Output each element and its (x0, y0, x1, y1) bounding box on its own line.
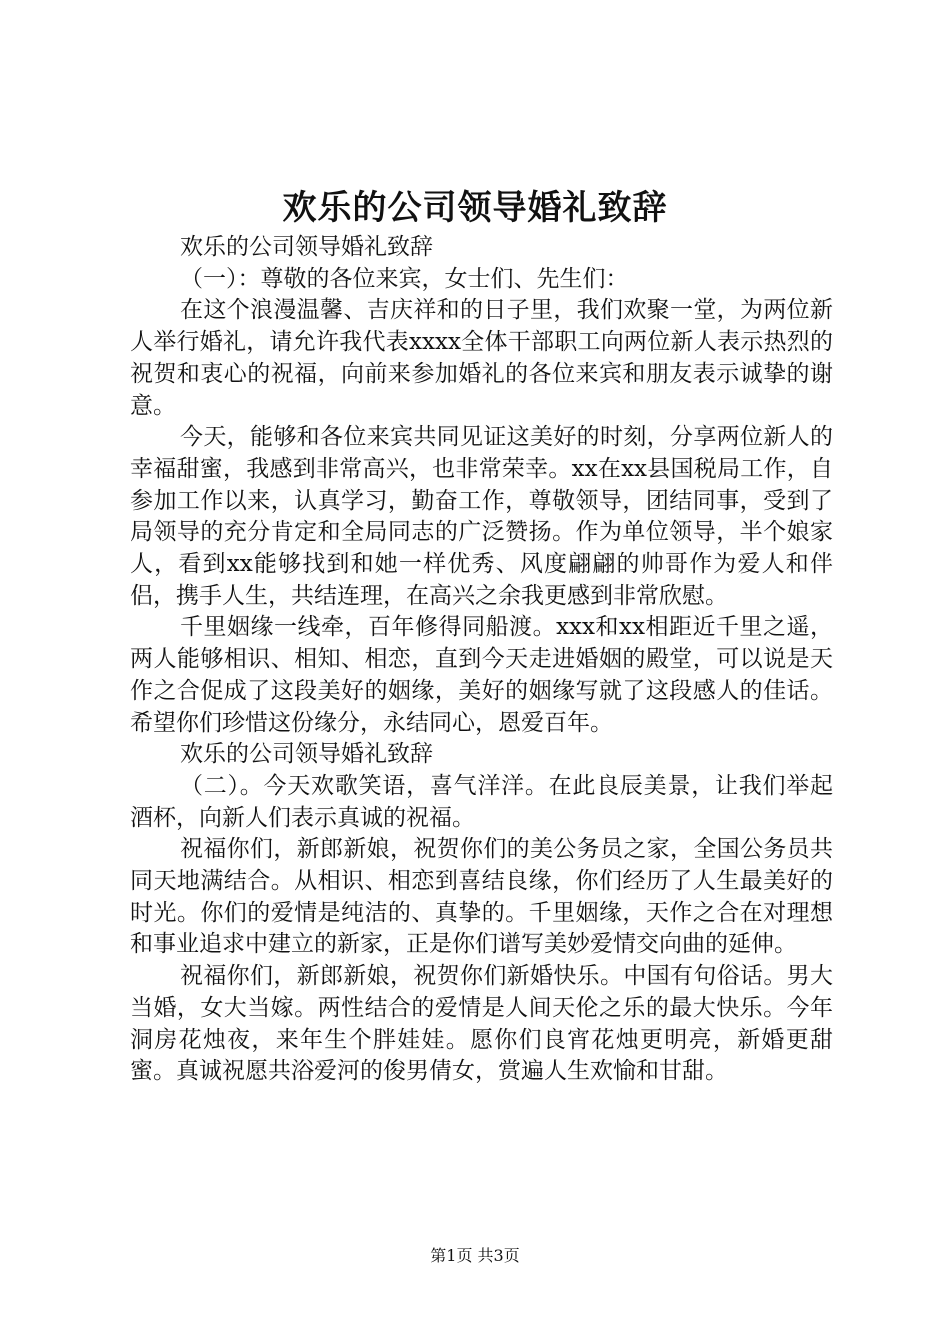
paragraph: 祝福你们，新郎新娘，祝贺你们的美公务员之家，全国公务员共同天地满结合。从相识、相恋到喜结良缘，你们经历了人生最美好的时光。你们的爱情是纯洁的、真挚的。千里姻缘，天作之合在对理想和事业追求中建立的新家，正是你们谱写美妙爱情交向曲的延伸。 (130, 836, 833, 958)
page-number-footer: 第1页 共3页 (430, 1246, 520, 1265)
paragraph: 在这个浪漫温馨、吉庆祥和的日子里，我们欢聚一堂，为两位新人举行婚礼，请允许我代表xxxx全体干部职工向两位新人表示热烈的祝贺和衷心的祝福，向前来参加婚礼的各位来宾和朋友表示诚挚的谢意。 (130, 297, 833, 419)
paragraph: 欢乐的公司领导婚礼致辞 (180, 741, 433, 768)
paragraph: （一）：尊敬的各位来宾，女士们、先生们： (180, 265, 629, 292)
document-title: 欢乐的公司领导婚礼致辞 (282, 188, 668, 228)
paragraph: 欢乐的公司领导婚礼致辞 (180, 234, 433, 260)
paragraph: 祝福你们，新郎新娘，祝贺你们新婚快乐。中国有句俗话。男大当婚，女大当嫁。两性结合的爱情是人间天伦之乐的最大快乐。今年洞房花烛夜，来年生个胖娃娃。愿你们良宵花烛更明亮，新婚更甜蜜。真诚祝愿共浴爱河的俊男倩女，赏遍人生欢愉和甘甜。 (130, 963, 833, 1085)
paragraph: 千里姻缘一线牵，百年修得同船渡。xxx和xx相距近千里之遥，两人能够相识、相知、相恋，直到今天走进婚姻的殿堂，可以说是天作之合促成了这段美好的姻缘，美好的姻缘写就了这段感人的佳话。希望你们珍惜这份缘分，永结同心，恩爱百年。 (130, 614, 833, 736)
paragraph: 今天，能够和各位来宾共同见证这美好的时刻，分享两位新人的幸福甜蜜，我感到非常高兴，也非常荣幸。xx在xx县国税局工作，自参加工作以来，认真学习，勤奋工作，尊敬领导，团结同事，受到了局领导的充分肯定和全局同志的广泛赞扬。作为单位领导，半个娘家人，看到xx能够找到和她一样优秀、风度翩翩的帅哥作为爱人和伴侣，携手人生，共结连理，在高兴之余我更感到非常欣慰。 (130, 424, 833, 609)
document-body (130, 232, 833, 1088)
paragraph: （二）。今天欢歌笑语，喜气洋洋。在此良辰美景，让我们举起酒杯，向新人们表示真诚的祝福。 (130, 772, 833, 831)
